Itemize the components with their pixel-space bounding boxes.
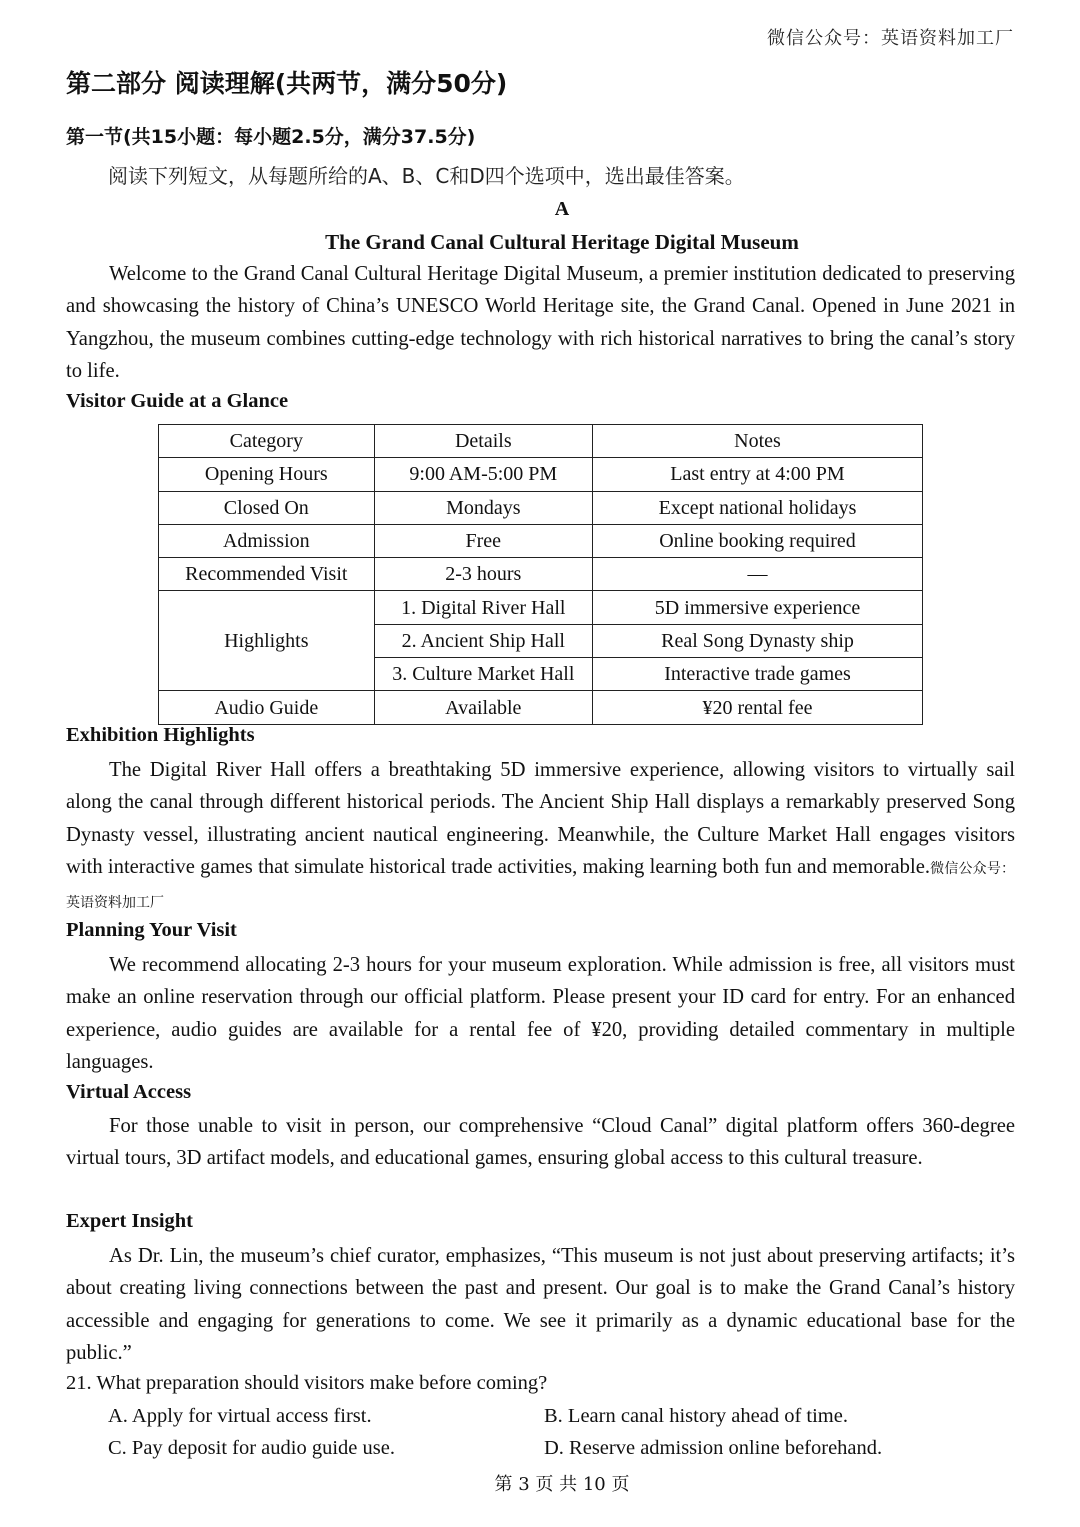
virtual-heading: Virtual Access [66,1081,192,1103]
table-cell: Last entry at 4:00 PM [593,458,923,491]
exhibition-text: The Digital River Hall offers a breathtaking 5D immersive experience, allowing visitors to virtually sail along the canal through different historical periods. The Ancient Ship Hall displays a remarkably preserved Song Dynasty vessel, illustrating ancient nautical engineering. Meanwhile, the Culture Market Hall engages visitors with interactive games that simulate historical trade activities, making learning both fun and memorable. [66,759,1015,878]
exhibition-paragraph [66,754,1015,919]
table-header-cell: Category [159,425,375,458]
table-cell: Online booking required [593,524,923,557]
table-cell: — [593,558,923,591]
top-watermark: 微信公众号：英语资料加工厂 [767,28,1014,49]
table-header-row [159,425,923,458]
table-cell: 2-3 hours [374,558,592,591]
inline-watermark: 微信公众号：英语资料加工厂 [66,860,1016,912]
expert-heading: Expert Insight [66,1210,194,1232]
option-a: A. Apply for virtual access first. [108,1405,372,1427]
table-row [159,524,923,557]
table-cell: Mondays [374,491,592,524]
option-d: D. Reserve admission online beforehand. [544,1437,883,1459]
table-cell: Free [374,524,592,557]
table-cell: Closed On [159,491,375,524]
table-row [159,458,923,491]
table-cell: Recommended Visit [159,558,375,591]
table-cell: Opening Hours [159,458,375,491]
guide-heading: Visitor Guide at a Glance [66,390,289,412]
expert-paragraph: As Dr. Lin, the museum’s chief curator, emphasizes, “This museum is not just about preserving artifacts; it’s about creating living connections between the past and present. Our goal is to make the Grand Canal’s history accessible and engaging for generations to come. We see it primarily as a dynamic educational base for the public.” [66,1245,1015,1364]
table-cell: 2. Ancient Ship Hall [374,624,592,657]
table-cell: 1. Digital River Hall [374,591,592,624]
exhibition-heading: Exhibition Highlights [66,724,255,746]
planning-heading: Planning Your Visit [66,919,237,941]
table-cell: 9:00 AM-5:00 PM [374,458,592,491]
planning-paragraph: We recommend allocating 2-3 hours for your museum exploration. While admission is free, all visitors must make an online reservation through our official platform. Please present your ID card for entry. For an enhanced experience, audio guides are available for a rental fee of ¥20, providing detailed commentary in multiple languages. [66,954,1015,1073]
table-cell: 3. Culture Market Hall [374,658,592,691]
table-row [159,591,923,624]
virtual-paragraph: For those unable to visit in person, our comprehensive “Cloud Canal” digital platform offers 360-degree virtual tours, 3D artifact models, and educational games, ensuring global access to this cultural treasure. [66,1115,1015,1170]
table-cell: Except national holidays [593,491,923,524]
table-cell: ¥20 rental fee [593,691,923,724]
intro-paragraph: Welcome to the Grand Canal Cultural Heritage Digital Museum, a premier institution dedicated to preserving and showcasing the history of China’s UNESCO World Heritage site, the Grand Canal. Opened in June 2021 in Yangzhou, the museum combines cutting-edge technology with rich historical narratives to bring the canal’s story to life. [66,263,1015,382]
option-c: C. Pay deposit for audio guide use. [108,1437,395,1459]
section-title: 第一节(共15小题：每小题2.5分，满分37.5分) [66,126,476,148]
page-footer: 第 3 页 共 10 页 [494,1474,630,1495]
option-b: B. Learn canal history ahead of time. [544,1405,848,1427]
passage-letter: A [554,198,570,220]
table-cell-highlights: Highlights [159,591,375,691]
table-row [159,491,923,524]
table-header-cell: Details [374,425,592,458]
table-row [159,558,923,591]
part-title: 第二部分 阅读理解(共两节，满分50分) [66,69,508,98]
table-cell: Audio Guide [159,691,375,724]
passage-title: The Grand Canal Cultural Heritage Digital Museum [325,230,799,254]
table-row [159,691,923,724]
table-cell: Real Song Dynasty ship [593,624,923,657]
table-cell: 5D immersive experience [593,591,923,624]
instruction-text: 阅读下列短文，从每题所给的A、B、C和D四个选项中，选出最佳答案。 [108,164,745,188]
visitor-guide-table [158,424,923,725]
table-cell: Available [374,691,592,724]
table-cell: Admission [159,524,375,557]
table-header-cell: Notes [593,425,923,458]
table-cell: Interactive trade games [593,658,923,691]
question-stem: 21. What preparation should visitors make before coming? [66,1372,548,1394]
